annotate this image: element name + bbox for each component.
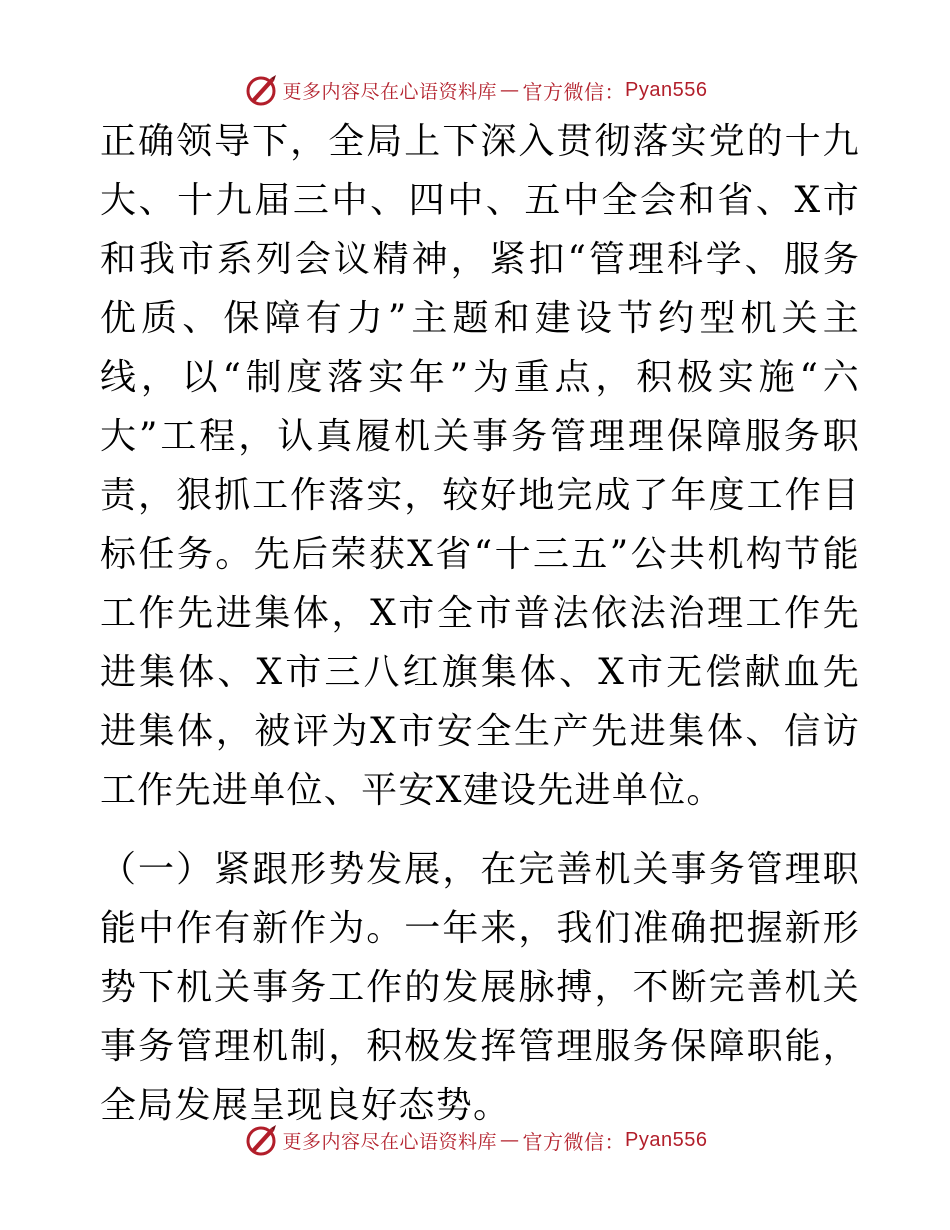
watermark-wechat-label: 官方微信： [522, 81, 626, 104]
watermark-handle: Pyan556 [625, 1128, 708, 1151]
document-body [100, 112, 860, 1135]
watermark-handle: Pyan556 [625, 78, 708, 101]
watermark-separator: — [500, 1129, 520, 1151]
watermark-text: 更多内容尽在心语资料库 [282, 80, 498, 103]
footer-watermark [0, 1120, 950, 1160]
watermark-wechat-label: 官方微信： [522, 1131, 626, 1154]
quill-logo-icon [243, 72, 279, 108]
paragraph-2: （一）紧跟形势发展，在完善机关事务管理职能中作有新作为。一年来，我们准确把握新形势下机关事务工作的发展脉搏，不断完善机关事务管理机制，积极发挥管理服务保障职能，全局发展呈现良好态势。 [100, 849, 860, 1126]
watermark-text: 更多内容尽在心语资料库 [282, 1130, 498, 1153]
watermark-separator: — [500, 79, 520, 101]
header-watermark [0, 70, 950, 110]
paragraph-1: 正确领导下，全局上下深入贯彻落实党的十九大、十九届三中、四中、五中全会和省、X市和我市系列会议精神，紧扣“管理科学、服务优质、保障有力”主题和建设节约型机关主线，以“制度落实年”为重点，积极实施“六大”工程，认真履机关事务管理理保障服务职责，狠抓工作落实，较好地完成了年度工作目标任务。先后荣获X省“十三五”公共机构节能工作先进集体，X市全市普法依法治理工作先进集体、X市三八红旗集体、X市无偿献血先进集体，被评为X市安全生产先进集体、信访工作先进单位、平安X建设先进单位。 [100, 121, 860, 811]
quill-logo-icon [243, 1122, 279, 1158]
